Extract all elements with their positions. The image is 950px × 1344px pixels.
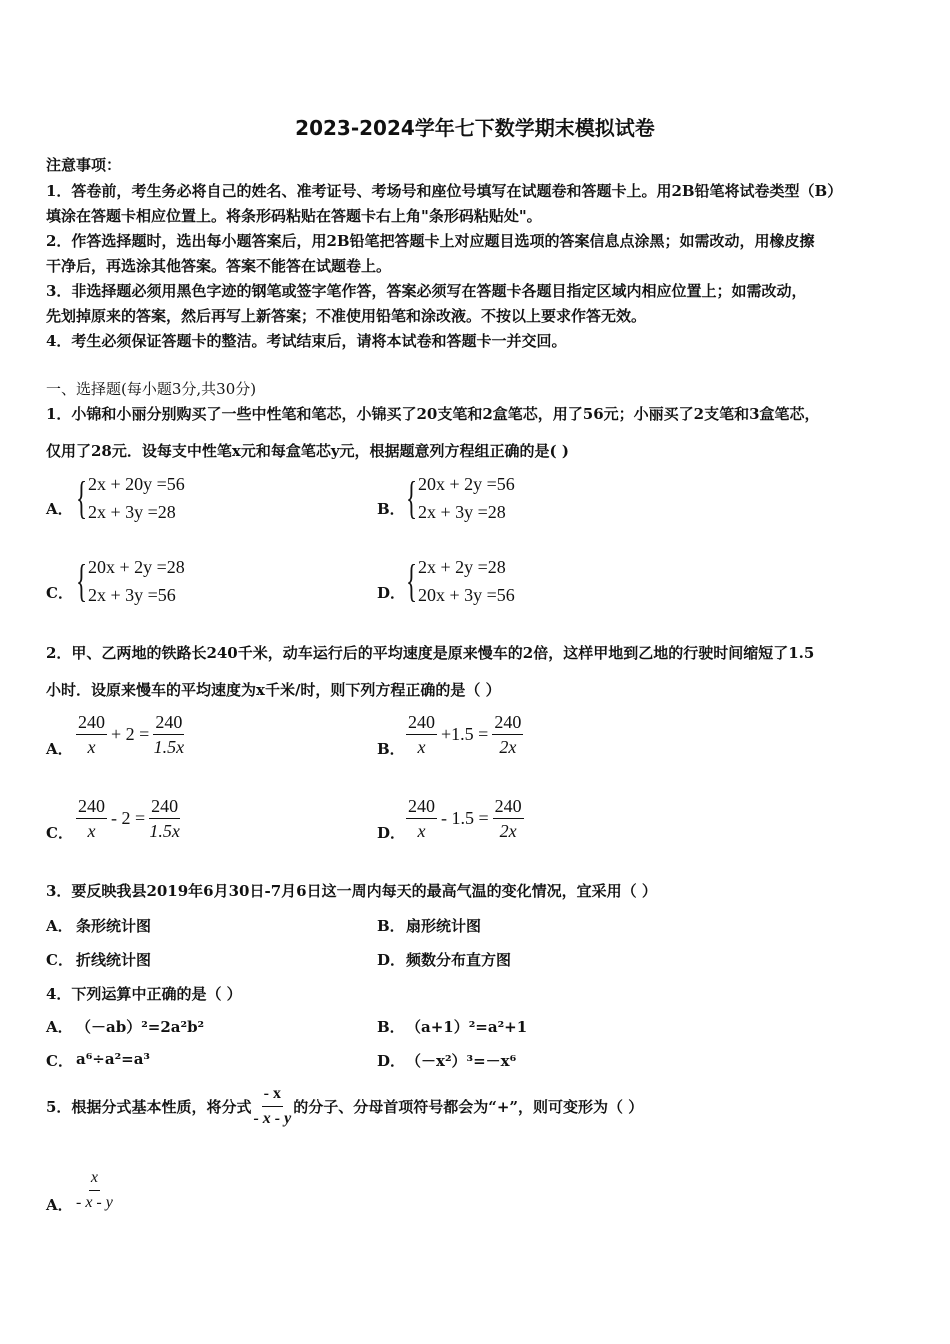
option-label: D． (377, 951, 406, 969)
option-label: D． (377, 584, 406, 602)
operator: - 2 = (111, 808, 146, 828)
fraction-option (76, 1166, 113, 1215)
option-label: C． (46, 951, 73, 969)
denominator: - x - y (253, 1110, 292, 1127)
numerator: 240 (76, 794, 107, 819)
denominator: 2x (499, 821, 517, 841)
equation: 2x + 20y =56 (88, 474, 185, 494)
denominator: x (417, 821, 426, 841)
option-text: 条形统计图 (76, 917, 152, 935)
denominator: 1.5x (153, 737, 185, 757)
notice-line: 3．非选择题必须用黑色字迹的钢笔或签字笔作答，答案必须写在答题卡各题目指定区域内相应位置上；如需改动， (46, 282, 807, 300)
question-2-stem: 小时．设原来慢车的平均速度为x千米/时，则下列方程正确的是（ ） (46, 681, 501, 699)
option-label: D． (377, 1052, 406, 1070)
notice-heading: 注意事项： (46, 156, 122, 174)
numerator: 240 (149, 794, 180, 819)
numerator: x (89, 1166, 100, 1191)
denominator: x (87, 737, 96, 757)
question-2-stem: 2．甲、乙两地的铁路长240千米，动车运行后的平均速度是原来慢车的2倍，这样甲地到乙地的行驶时间缩短了1.5 (46, 644, 815, 662)
brace-icon: { (406, 472, 418, 523)
equation-system (76, 553, 185, 609)
numerator: 240 (153, 710, 184, 735)
equation-system (76, 470, 185, 526)
option-label: A． (46, 917, 73, 935)
question-1-stem: 仅用了28元．设每支中性笔x元和每盒笔芯y元，根据题意列方程组正确的是( ) (46, 442, 569, 460)
question-4-stem: 4．下列运算中正确的是（ ） (46, 985, 242, 1003)
option-label: C． (46, 824, 73, 842)
brace-icon: { (406, 555, 418, 606)
option-label: A． (46, 1018, 73, 1036)
denominator: x (417, 737, 426, 757)
option-label: C． (46, 584, 73, 602)
operator: +1.5 = (441, 724, 489, 744)
equation: 20x + 3y =56 (418, 585, 515, 605)
equation: 20x + 2y =28 (88, 557, 185, 577)
numerator: 240 (76, 710, 107, 735)
question-3-stem: 3．要反映我县2019年6月30日-7月6日这一周内每天的最高气温的变化情况，宜采用（ ） (46, 882, 657, 900)
numerator: 240 (406, 710, 437, 735)
denominator: 1.5x (149, 821, 180, 841)
numerator: 240 (492, 710, 523, 735)
fraction-equation (76, 794, 180, 843)
denominator: x (87, 821, 96, 841)
option-label: D． (377, 824, 406, 842)
option-text: 频数分布直方图 (406, 951, 512, 969)
notice-line: 先划掉原来的答案，然后再写上新答案；不准使用铅笔和涂改液。不按以上要求作答无效。 (46, 307, 647, 325)
option-label: A． (46, 740, 73, 758)
equation: 2x + 3y =28 (418, 502, 506, 522)
option-label: C． (46, 1052, 73, 1070)
page-title: 2023-2024学年七下数学期末模拟试卷 (295, 116, 655, 140)
option-label: A． (46, 1196, 73, 1214)
option-label: B． (377, 1018, 405, 1036)
option-label: B． (377, 500, 405, 518)
operator: - 1.5 = (441, 808, 489, 828)
option-text: 扇形统计图 (406, 917, 482, 935)
numerator: - x (262, 1082, 283, 1107)
numerator: 240 (493, 794, 524, 819)
equation: 2x + 2y =28 (418, 557, 506, 577)
denominator: 2x (499, 737, 517, 757)
equation: 2x + 3y =56 (88, 585, 176, 605)
equation: 2x + 3y =28 (88, 502, 176, 522)
operator: + 2 = (111, 724, 150, 744)
question-5-text: 的分子、分母首项符号都会为“+”，则可变形为（ ） (293, 1098, 644, 1116)
option-text: （a+1）²=a²+1 (406, 1018, 528, 1036)
brace-icon: { (76, 555, 88, 606)
question-1-stem: 1．小锦和小丽分别购买了一些中性笔和笔芯，小锦买了20支笔和2盒笔芯，用了56元；小丽买了2支笔和3盒笔芯， (46, 405, 820, 423)
equation-system (406, 470, 515, 526)
option-label: B． (377, 917, 405, 935)
denominator: - x - y (76, 1194, 113, 1211)
fraction-equation (406, 710, 523, 759)
notice-line: 4．考生必须保证答题卡的整洁。考试结束后，请将本试卷和答题卡一并交回。 (46, 332, 567, 350)
option-text: a⁶÷a²=a³ (76, 1050, 151, 1068)
equation-system (406, 553, 515, 609)
numerator: 240 (406, 794, 437, 819)
option-text: 折线统计图 (76, 951, 152, 969)
notice-line: 干净后，再选涂其他答案。答案不能答在试题卷上。 (46, 257, 392, 275)
option-text: （－ab）²=2a²b² (76, 1018, 205, 1036)
question-5-stem (46, 1082, 643, 1131)
section-heading: 一、选择题(每小题3分,共30分) (46, 380, 257, 398)
notice-line: 2．作答选择题时，选出每小题答案后，用2B铅笔把答题卡上对应题目选项的答案信息点涂黑；如需改动，用橡皮擦 (46, 232, 815, 250)
notice-line: 1．答卷前，考生务必将自己的姓名、准考证号、考场号和座位号填写在试题卷和答题卡上。用2B铅笔将试卷类型（B） (46, 182, 843, 200)
option-text: （－x²）³=－x⁶ (406, 1052, 517, 1070)
equation: 20x + 2y =56 (418, 474, 515, 494)
brace-icon: { (76, 472, 88, 523)
option-label: B． (377, 740, 405, 758)
option-label: A． (46, 500, 73, 518)
notice-line: 填涂在答题卡相应位置上。将条形码粘贴在答题卡右上角"条形码粘贴处"。 (46, 207, 542, 225)
fraction-equation (406, 794, 524, 843)
question-5-text: 5．根据分式基本性质，将分式 (46, 1098, 252, 1116)
fraction-equation (76, 710, 184, 759)
